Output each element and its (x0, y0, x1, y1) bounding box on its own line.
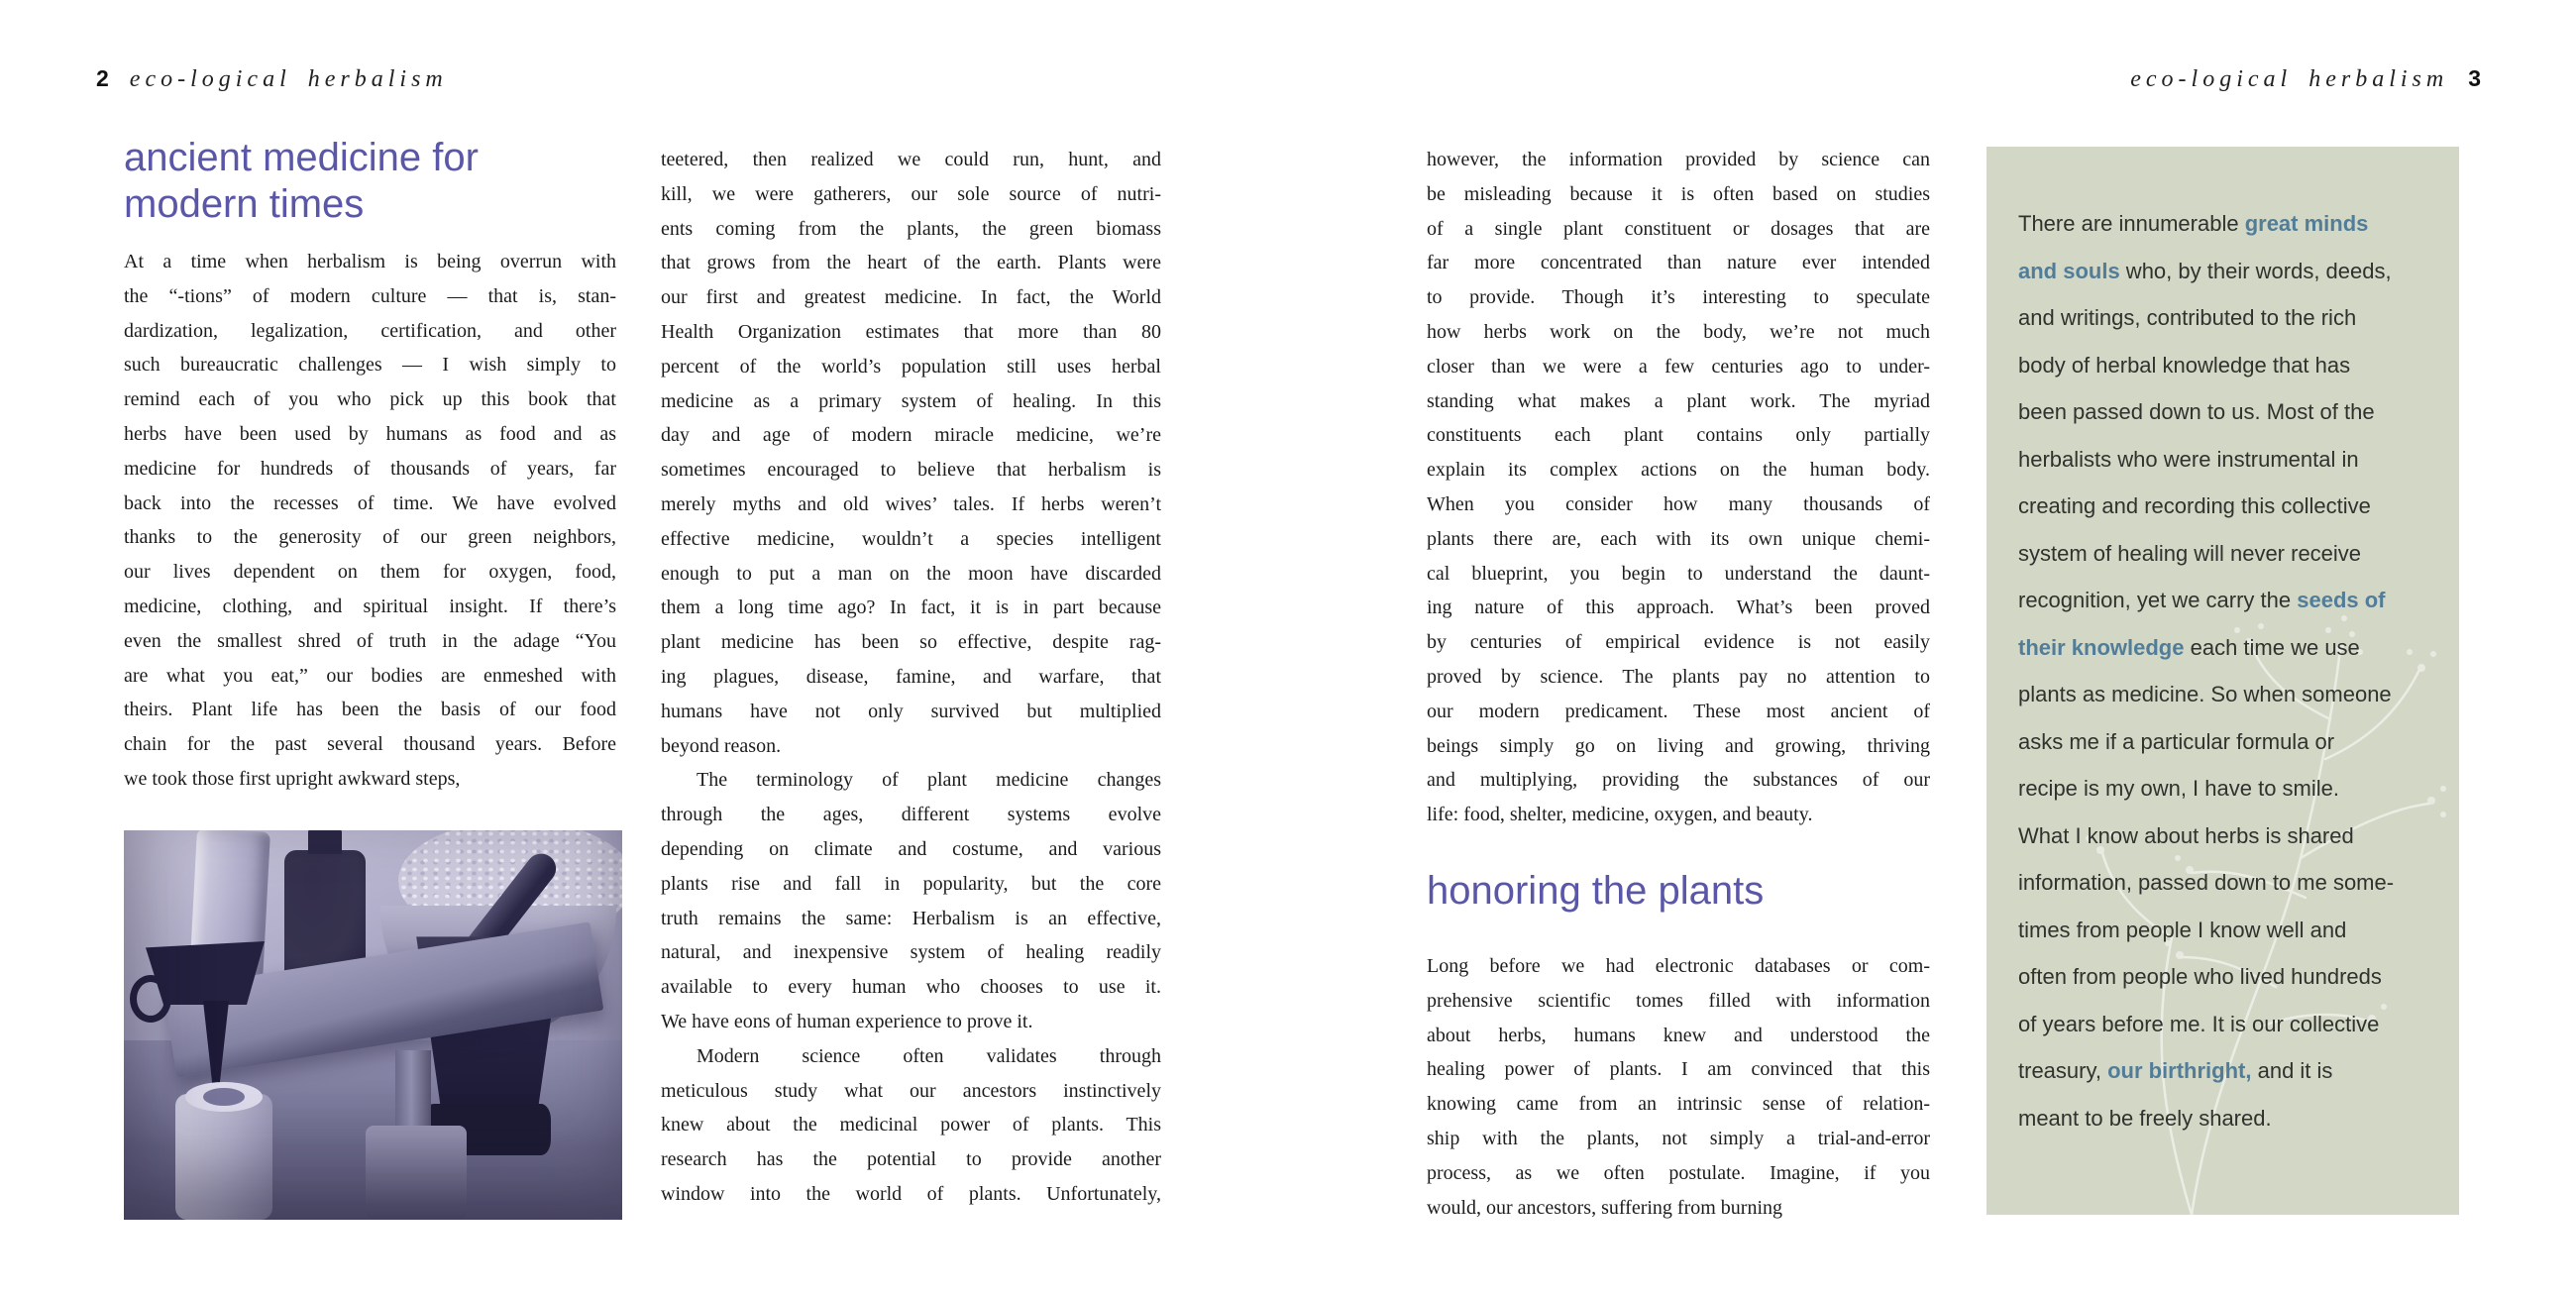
text-line: At a time when herbalism is being overrun with (124, 251, 616, 272)
text-line: Health Organization estimates that more than 80 (661, 320, 1161, 343)
glass-candlestick (175, 1094, 272, 1220)
text-line: beyond reason. (661, 734, 782, 757)
text-line: Long before we had electronic databases or com- (1427, 955, 1930, 977)
dark-glass-bottle (284, 850, 366, 981)
right-page-column-1-upper (1427, 143, 1930, 832)
text-line: research has the potential to provide another (661, 1148, 1161, 1171)
text-line: knew about the medicinal power of plants. This (661, 1114, 1161, 1137)
text-line: are what you eat,” our bodies are enmeshed with (124, 664, 616, 687)
text-line: and writings, contributed to the rich (2018, 305, 2357, 330)
text-line: medicine, clothing, and spiritual insight. If there’s (124, 595, 616, 617)
text-line: would, our ancestors, suffering from burning (1427, 1196, 1783, 1219)
text-line: remind each of you who pick up this book that (124, 388, 616, 411)
text-line: recipe is my own, I have to smile. (2018, 776, 2340, 801)
sidebar-panel (1986, 147, 2459, 1215)
text-line: through the ages, different systems evolve (661, 804, 1161, 826)
text-line: sometimes encouraged to believe that herbalism is (661, 459, 1161, 482)
text-line: of a single plant constituent or dosages that are (1427, 217, 1930, 240)
dried-flowers (398, 830, 622, 941)
text-line: life: food, shelter, medicine, oxygen, and beauty. (1427, 804, 1813, 826)
text-line: of years before me. It is our collective (2018, 1011, 2380, 1036)
text-line: their knowledge each time we use (2018, 634, 2360, 660)
text-line: that grows from the heart of the earth. Plants were (661, 252, 1161, 274)
funnel-ring-handle (130, 975, 171, 1023)
text-line: enough to put a man on the moon have discarded (661, 562, 1161, 585)
text-line: treasury, our birthright, and it is (2018, 1058, 2333, 1083)
text-line: ents coming from the plants, the green biomass (661, 217, 1161, 240)
text-line: how herbs work on the body, we’re not much (1427, 320, 1930, 343)
text-line: creating and recording this collective (2018, 493, 2371, 518)
text-line: meticulous study what our ancestors instinctively (661, 1079, 1161, 1102)
left-page-column-2 (661, 143, 1161, 1212)
text-line: depending on climate and costume, and various (661, 837, 1161, 860)
text-line: healing power of plants. I am convinced that this (1427, 1058, 1930, 1081)
chapter-heading-line2: modern times (124, 182, 365, 226)
text-line: by centuries of empirical evidence is not easily (1427, 631, 1930, 654)
text-line: chain for the past several thousand years. Before (124, 733, 616, 756)
text-line: information, passed down to me some- (2018, 870, 2395, 895)
text-line: kill, we were gatherers, our sole source of nutri- (661, 182, 1161, 205)
text-line: truth remains the same: Herbalism is an effective, (661, 907, 1161, 929)
text-line: plants as medicine. So when someone (2018, 682, 2392, 706)
text-line: percent of the world’s population still uses herbal (661, 355, 1161, 378)
still-life-photo (124, 830, 622, 1220)
clear-glass-bottle (189, 830, 270, 983)
text-line: be misleading because it is often based on studies (1427, 182, 1930, 205)
text-line: times from people I know well and (2018, 917, 2347, 942)
text-line: herbs have been used by humans as food and as (124, 422, 616, 445)
page-number-right: 3 (2468, 65, 2482, 91)
text-line: recognition, yet we carry the seeds of (2018, 588, 2386, 612)
text-line: our lives dependent on them for oxygen, food, (124, 561, 616, 584)
text-line: teetered, then realized we could run, hunt, and (661, 149, 1161, 170)
text-line: available to every human who chooses to use it. (661, 976, 1161, 999)
sidebar-text (2018, 200, 2444, 1141)
text-line: medicine for hundreds of thousands of years, far (124, 457, 616, 480)
text-line: thanks to the generosity of our green neighbors, (124, 526, 616, 549)
text-line: even the smallest shred of truth in the adage “You (124, 629, 616, 652)
press-block (366, 1126, 467, 1220)
text-line: natural, and inexpensive system of healing readily (661, 941, 1161, 964)
section-heading: honoring the plants (1427, 869, 1765, 913)
text-line: our first and greatest medicine. In fact, the World (661, 286, 1161, 309)
wooden-table (124, 1040, 622, 1220)
text-line: system of healing will never receive (2018, 540, 2362, 566)
text-line: ing nature of this approach. What’s been proved (1427, 596, 1930, 619)
text-line: closer than we were a few centuries ago to under- (1427, 355, 1930, 378)
text-line: process, as we often postulate. Imagine, if you (1427, 1161, 1930, 1184)
text-line: beings simply go on living and growing, thriving (1427, 734, 1930, 757)
pestle (419, 848, 562, 1020)
text-line: dardization, legalization, certification, and other (124, 319, 616, 342)
text-line: proved by science. The plants pay no attention to (1427, 665, 1930, 688)
text-line: standing what makes a plant work. The myriad (1427, 389, 1930, 412)
text-line: There are innumerable great minds (2018, 211, 2369, 236)
text-line: We have eons of human experience to prove it. (661, 1010, 1033, 1032)
text-line: window into the world of plants. Unfortunately, (661, 1182, 1161, 1205)
text-line: far more concentrated than nature ever intended (1427, 252, 1930, 274)
text-line: herbalists who were instrumental in (2018, 446, 2359, 472)
wooden-press-beam (163, 921, 604, 1077)
text-line: ship with the plants, not simply a trial-and-error (1427, 1127, 1930, 1149)
text-line: cal blueprint, you begin to understand the daunt- (1427, 562, 1930, 585)
funnel-spout (203, 1001, 229, 1118)
text-line: merely myths and old wives’ tales. If herbs weren’t (661, 492, 1161, 515)
mortar-base (424, 1104, 551, 1155)
text-line: the “-tions” of modern culture — that is, stan- (124, 284, 616, 307)
text-line: them a long time ago? In fact, it is in part because (661, 596, 1161, 619)
chapter-heading-line1: ancient medicine for (124, 136, 479, 179)
press-column (395, 1050, 431, 1189)
text-line: our modern predicament. These most ancient of (1427, 700, 1930, 722)
text-line: day and age of modern miracle medicine, we’re (661, 424, 1161, 447)
mortar (408, 931, 571, 1108)
text-line: we took those first upright awkward steps, (124, 767, 461, 790)
text-line: The terminology of plant medicine changes (697, 769, 1161, 792)
text-line: explain its complex actions on the human body. (1427, 459, 1930, 482)
chapter-heading (124, 135, 639, 228)
running-head-right (2130, 65, 2482, 93)
running-title-right: eco-logical herbalism (2130, 66, 2449, 92)
text-line: about herbs, humans knew and understood the (1427, 1024, 1930, 1046)
text-line: such bureaucratic challenges — I wish simply to (124, 354, 616, 377)
flower-bowl (380, 906, 616, 1036)
text-line: often from people who lived hundreds (2018, 964, 2382, 989)
text-line: medicine as a primary system of healing. In this (661, 389, 1161, 412)
text-line: When you consider how many thousands of (1427, 492, 1930, 515)
text-line: plants rise and fall in popularity, but the core (661, 872, 1161, 895)
text-line: constituents each plant contains only partially (1427, 424, 1930, 447)
text-line: to provide. Though it’s interesting to speculate (1427, 286, 1930, 309)
text-line: back into the recesses of time. We have evolved (124, 491, 616, 514)
text-line: been passed down to us. Most of the (2018, 399, 2375, 424)
text-line: Modern science often validates through (697, 1044, 1161, 1067)
text-line: meant to be freely shared. (2018, 1105, 2272, 1131)
page-number-left: 2 (96, 65, 110, 91)
text-line: and multiplying, providing the substances of our (1427, 769, 1930, 792)
text-line: theirs. Plant life has been the basis of our food (124, 699, 616, 721)
running-head-left (96, 65, 448, 93)
text-line: plants there are, each with its own unique chemi- (1427, 527, 1930, 550)
text-line: knowing came from an intrinsic sense of relation- (1427, 1093, 1930, 1116)
text-line: What I know about herbs is shared (2018, 822, 2354, 848)
text-line: asks me if a particular formula or (2018, 728, 2335, 754)
running-title-left: eco-logical herbalism (129, 66, 448, 92)
text-line: however, the information provided by science can (1427, 149, 1930, 170)
text-line: prehensive scientific tomes filled with information (1427, 989, 1930, 1012)
left-page-column-1 (124, 245, 616, 797)
text-line: body of herbal knowledge that has (2018, 352, 2351, 378)
text-line: humans have not only survived but multiplied (661, 700, 1161, 722)
right-page-column-1-lower (1427, 949, 1930, 1225)
text-line: ing plagues, disease, famine, and warfare, that (661, 665, 1161, 688)
text-line: plant medicine has been so effective, despite rag- (661, 631, 1161, 654)
text-line: effective medicine, wouldn’t a species intelligent (661, 527, 1161, 550)
metal-funnel (146, 941, 265, 1005)
text-line: and souls who, by their words, deeds, (2018, 258, 2392, 283)
